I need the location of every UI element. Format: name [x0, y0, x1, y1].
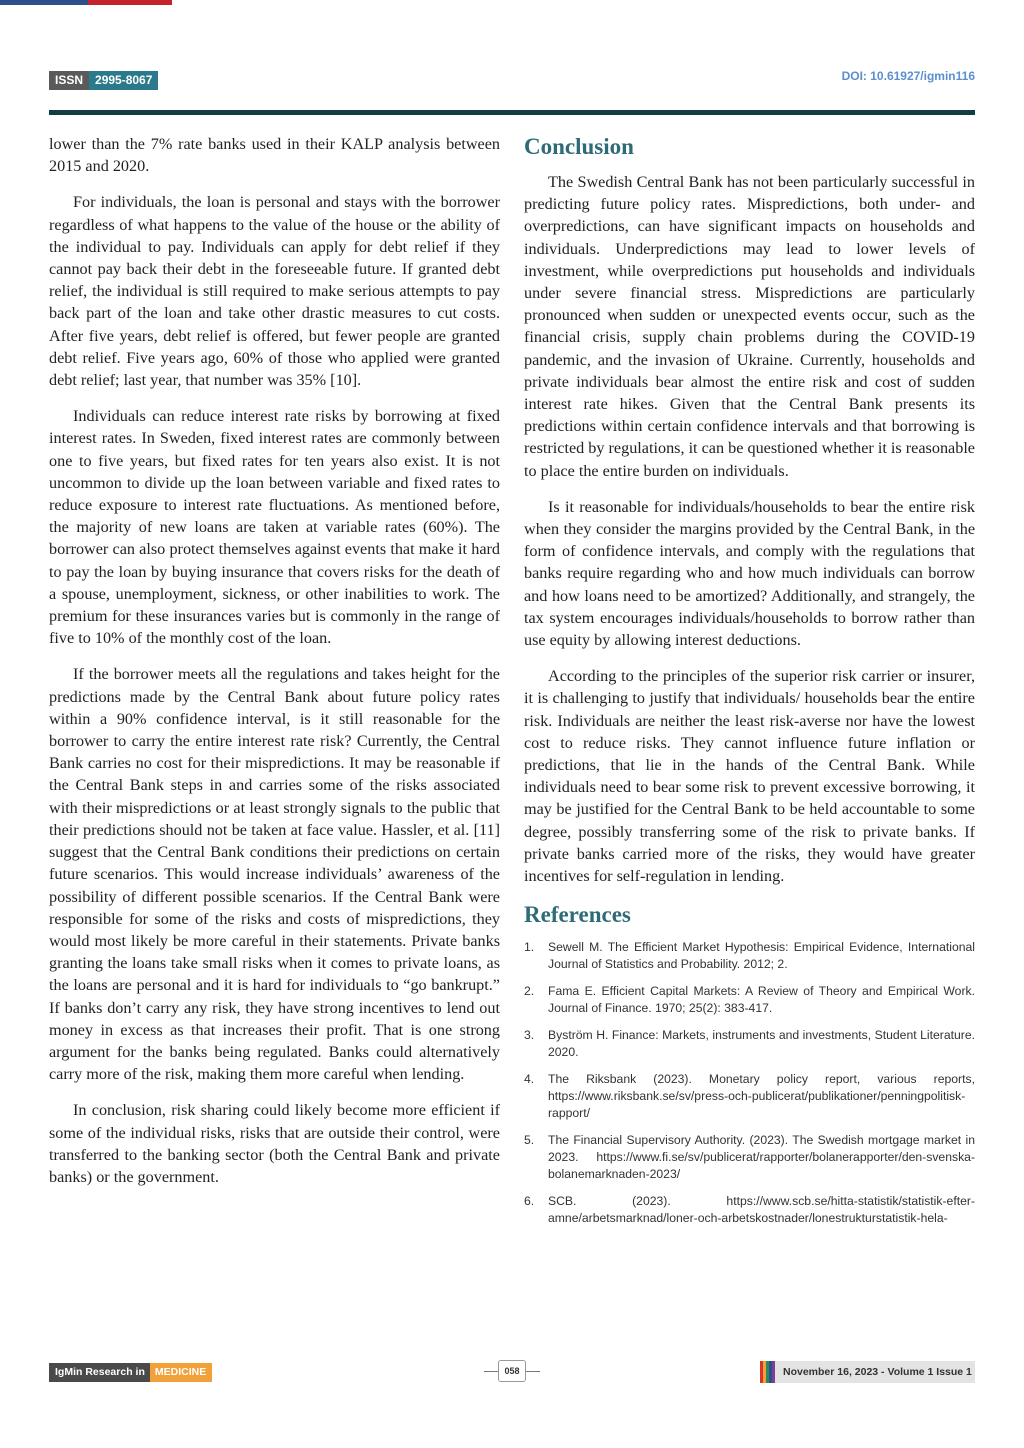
- reference-text: Sewell M. The Efficient Market Hypothesis: Empirical Evidence, International Journal of Statistics and Probability. 2012; 2.: [548, 940, 975, 972]
- issn-label: ISSN: [49, 71, 89, 90]
- reference-item: [524, 983, 975, 1017]
- issue-date-volume: November 16, 2023 - Volume 1 Issue 1: [783, 1366, 972, 1378]
- reference-number: 2.: [524, 984, 535, 999]
- color-stripes: [760, 1361, 775, 1383]
- journal-field: MEDICINE: [150, 1363, 212, 1382]
- body-paragraph: According to the principles of the superior risk carrier or insurer, it is challenging to justify that individuals/ households bear the entire risk. Individuals are neither the least risk-averse nor have the lowest cost to reduce risks. They cannot influence future inflation or predictions, that lie in the hands of the Central Bank. While individuals need to bear some risk to prevent excessive borrowing, it may be justified for the Central Bank to be held accountable to some degree, possibly transferring some of the risk to private banks. If private banks carried more of the risks, they would have greater incentives for self-regulation in lending.: [524, 667, 975, 886]
- journal-prefix: IgMin Research in: [49, 1363, 150, 1382]
- page-number-box: [484, 1360, 540, 1382]
- reference-text[interactable]: The Financial Supervisory Authority. (2023). The Swedish mortgage market in 2023. https://www.fi.se/sv/publicerat/rapporter/bolanerapporter/den-svenska-bolanemarknaden-2023/: [548, 1133, 975, 1182]
- reference-number: 3.: [524, 1028, 535, 1043]
- reference-number: 5.: [524, 1133, 535, 1148]
- body-paragraph: In conclusion, risk sharing could likely become more efficient if some of the individual risks, risks that are outside their control, were transferred to the banking sector (both the Central Bank and private banks) or the government.: [49, 1101, 500, 1186]
- reference-text: Byström H. Finance: Markets, instruments and investments, Student Literature. 2020.: [548, 1028, 975, 1060]
- issn-badge: [49, 71, 158, 90]
- reference-text: Fama E. Efficient Capital Markets: A Review of Theory and Empirical Work. Journal of Finance. 1970; 25(2): 383-417.: [548, 984, 975, 1016]
- references-heading: References: [524, 902, 631, 928]
- reference-number: 4.: [524, 1072, 535, 1087]
- conclusion-heading: Conclusion: [524, 134, 634, 159]
- reference-item: [524, 1027, 975, 1061]
- right-column: [524, 133, 975, 1237]
- body-paragraph: The Swedish Central Bank has not been particularly successful in predicting future policy rates. Mispredictions, both under- and overpredictions, can have significant impacts on households and individuals. Underpredictions may lead to lower levels of investment, while overpredictions put households and individuals under severe financial stress. Mispredictions are particularly pronounced when sudden or unexpected events occur, such as the financial crisis, supply chain problems during the COVID-19 pandemic, and the invasion of Ukraine. Currently, households and private individuals bear almost the entire risk and cost of sudden interest rate hikes. Given that the Central Bank presents its predictions within certain confidence intervals and that borrowing is restricted by regulations, it can be questioned whether it is reasonable to place the entire burden on individuals.: [524, 173, 975, 480]
- doi-link[interactable]: DOI: 10.61927/igmin116: [841, 69, 975, 83]
- reference-text[interactable]: The Riksbank (2023). Monetary policy report, various reports, https://www.riksbank.se/sv/press-och-publicerat/publikationer/penningpolitisk-rapport/: [548, 1072, 975, 1121]
- reference-number: 1.: [524, 940, 535, 955]
- reference-item: [524, 1193, 975, 1227]
- issue-badge: [760, 1361, 975, 1383]
- body-paragraph: Is it reasonable for individuals/households to bear the entire risk when they consider the margins provided by the Central Bank, in the form of confidence intervals, and comply with the regulations that banks require regarding who and how much individuals can borrow and how loans need to be amortized? Additionally, and strangely, the tax system encourages individuals/households to borrow rather than use equity by allowing interest deductions.: [524, 497, 975, 650]
- reference-text[interactable]: SCB. (2023). https://www.scb.se/hitta-statistik/statistik-efter-amne/arbetsmarknad/loner-och-arbetskostnader/lonestrukturstatistik-hela-: [548, 1194, 975, 1226]
- page-number: 058: [498, 1360, 526, 1382]
- issn-number: 2995-8067: [89, 71, 158, 90]
- reference-item: [524, 1071, 975, 1122]
- journal-badge: [49, 1363, 212, 1382]
- page-number-rule-right: [526, 1371, 540, 1372]
- body-paragraph: lower than the 7% rate banks used in their KALP analysis between 2015 and 2020.: [49, 135, 500, 176]
- body-paragraph: If the borrower meets all the regulations and takes height for the predictions made by the Central Bank about future policy rates within a 90% confidence interval, is it still reasonable for the borrower to carry the entire interest rate risk? Currently, the Central Bank carries no cost for their mispredictions. It may be reasonable if the Central Bank steps in and carries some of the risks associated with their mispredictions or at least strongly signals to the public that their predictions should not be taken at face value. Hassler, et al. [11] suggest that the Central Bank conditions their predictions on certain future scenarios. This would increase individuals’ awareness of the possibility of different possible scenarios. If the Central Bank were responsible for some of the risks and costs of mispredictions, they would most likely be more careful in their statements. Private banks granting the loans take small risks when it comes to private loans, as the loans are personal and it is hard for individuals to “go bankrupt.” If banks don’t carry any risk, they have strong incentives to lend out money in excess as that increases their profit. That is one strong argument for the banks being regulated. Banks could alternatively carry more of the risk, making them more careful when lending.: [49, 665, 500, 1084]
- reference-number: 6.: [524, 1194, 535, 1209]
- body-paragraph: For individuals, the loan is personal and stays with the borrower regardless of what happens to the value of the house or the ability of the individual to pay. Individuals can apply for debt relief if they cannot pay back their debt in the foreseeable future. If granted debt relief, the individual is still required to make serious attempts to pay back part of the loan and take other drastic measures to cut costs. After five years, debt relief is offered, but fewer people are granted debt relief. Five years ago, 60% of those who applied were granted debt relief; last year, that number was 35% [10].: [49, 193, 500, 390]
- body-paragraph: Individuals can reduce interest rate risks by borrowing at fixed interest rates. In Sweden, fixed interest rates are commonly between one to five years, but fixed rates for ten years also exist. It is not uncommon to divide up the loan between variable and fixed rates to reduce exposure to interest rate fluctuations. As mentioned before, the majority of new loans are taken at variable rates (60%). The borrower can also protect themselves against events that make it hard to pay the loan by buying insurance that covers risks for the death of a spouse, unemployment, sickness, or other inabilities to work. The premium for these insurances varies but is commonly in the range of five to 10% of the monthly cost of the loan.: [49, 407, 500, 648]
- references-list: [524, 939, 975, 1227]
- left-column: [49, 133, 500, 1202]
- page-number-rule-left: [484, 1371, 498, 1372]
- top-accent-bar-blue: [0, 0, 88, 5]
- reference-item: [524, 939, 975, 973]
- top-accent-bar-red: [88, 0, 172, 5]
- reference-item: [524, 1132, 975, 1183]
- color-stripe: [772, 1361, 775, 1383]
- header-rule: [49, 110, 975, 115]
